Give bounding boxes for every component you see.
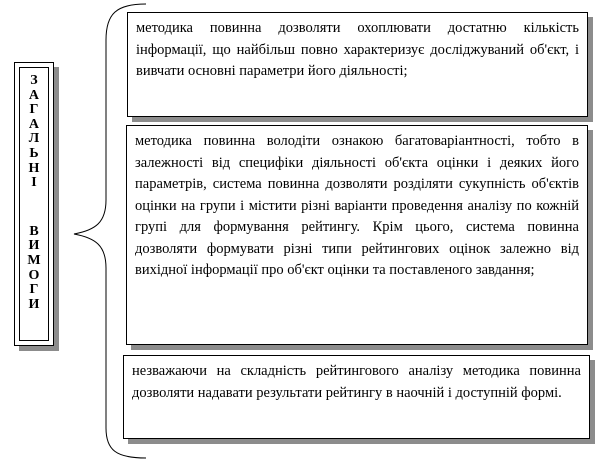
label-letter: И [28, 238, 40, 254]
label-word-vymohy [27, 225, 40, 313]
requirement-text: методика повинна дозволяти охоплювати достатню кількість інформації, що найбільш повно характеризує досліджуваний об'єкт, і вивчати основні параметри його діяльності; [136, 20, 579, 79]
requirement-box-multivariance [126, 125, 588, 345]
label-letter: В [29, 223, 39, 239]
general-requirements-label-box [14, 62, 54, 346]
label-letter: М [27, 252, 41, 268]
label-letter: А [28, 87, 40, 103]
requirement-box-coverage [127, 12, 588, 117]
label-letter: Г [29, 102, 39, 118]
label-letter: Н [28, 160, 40, 176]
label-letter: Ь [29, 145, 39, 161]
label-word-zahalni [29, 74, 40, 191]
label-letter: И [28, 296, 40, 312]
label-letter: Л [28, 131, 40, 147]
label-letter: О [28, 267, 40, 283]
label-letter: З [30, 73, 38, 88]
requirement-box-clarity [123, 355, 590, 439]
requirement-text: методика повинна володіти ознакою багатоваріантності, тобто в залежності від специфіки діяльності об'єкта оцінки і деяких його параметрів, система повинна дозволяти розділяти сукупність об'єктів оцінки на групи і містити різні варіанти проведення аналізу по кожній групі для формування рейтингу. Крім цього, система повинна дозволяти формувати різні типи рейтингових оцінок залежно від вихідної інформації про об'єкт оцінки та поставленого завдання; [135, 133, 579, 278]
label-letter: І [31, 175, 37, 191]
label-inner-frame [19, 67, 49, 341]
requirement-text: незважаючи на складність рейтингового аналізу методика повинна дозволяти надавати результати рейтингу в наочній і доступній формі. [132, 363, 581, 401]
label-letter: А [28, 116, 40, 132]
label-letter: Г [29, 282, 39, 298]
